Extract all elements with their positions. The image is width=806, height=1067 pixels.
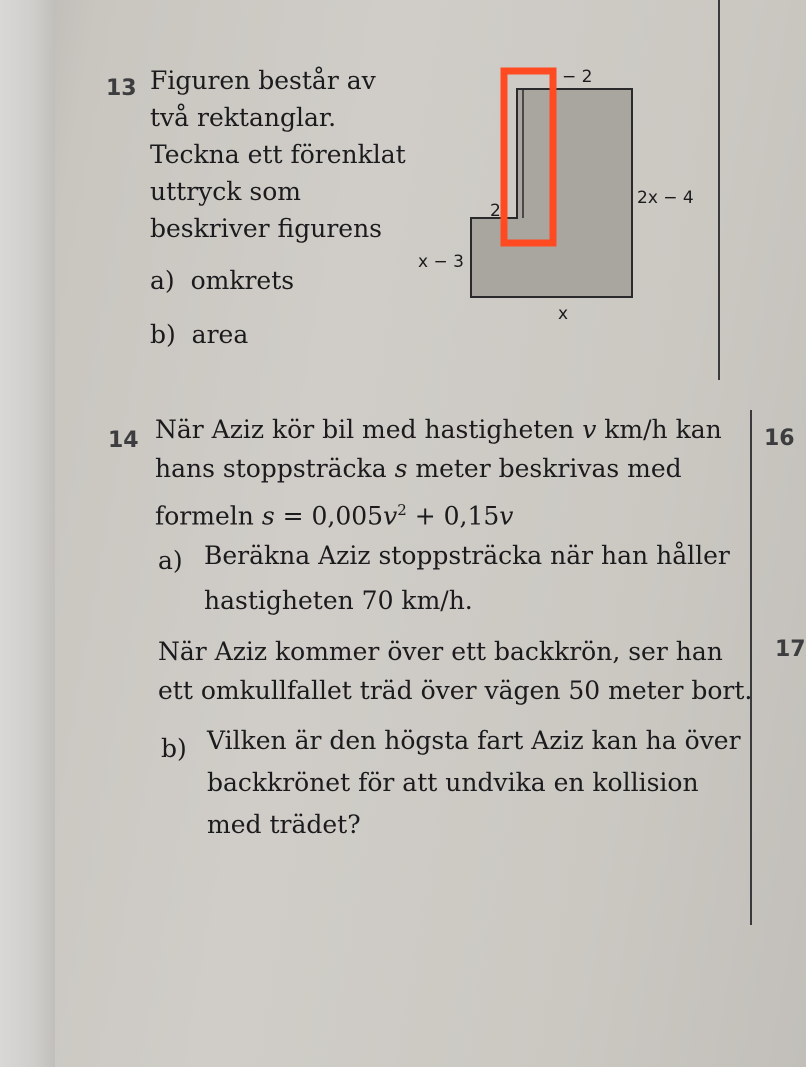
problem-13-line-2: två rektanglar. [150, 103, 337, 132]
problem-13-line-4: uttryck som [150, 177, 301, 206]
problem-13-a-text: omkrets [190, 266, 295, 295]
problem-13-line-3: Teckna ett förenklat [150, 140, 406, 169]
label-left: x − 3 [418, 252, 464, 272]
problem-14-a-line-2: hastigheten 70 km/h. [204, 586, 473, 615]
p14-formula-pre: formeln [155, 501, 254, 531]
p14-l2-post: meter beskrivas med [415, 454, 682, 483]
problem-14-b-letter: b) [161, 734, 187, 763]
problem-14-number: 14 [108, 428, 139, 453]
problem-13-a-letter: a) [150, 266, 175, 295]
label-step: 2 [490, 201, 501, 221]
problem-14-mid-line-1: När Aziz kommer över ett backkrön, ser han [158, 637, 723, 666]
problem-16-number: 16 [764, 426, 795, 451]
problem-14-line-1 [155, 411, 722, 448]
problem-14-mid-line-2: ett omkullfallet träd över vägen 50 meter bort. [158, 676, 753, 705]
problem-14-line-2 [155, 450, 682, 487]
label-right: 2x − 4 [637, 188, 694, 208]
p14-l1-var: v [582, 415, 597, 444]
label-bottom: x [558, 304, 569, 324]
problem-14-b-line-2: backkrönet för att undvika en kollision [207, 768, 699, 797]
problem-13-line-5: beskriver figurens [150, 214, 382, 243]
p14-formula-plus: + 0,15 [414, 501, 500, 531]
p14-l2-pre: hans stoppsträcka [155, 454, 387, 483]
problem-14-formula [155, 492, 513, 534]
p14-formula-v: v [383, 501, 398, 531]
problem-17-number: 17 [775, 637, 806, 662]
p14-formula-eq: = 0,005 [282, 501, 384, 531]
label-top: − 2 [562, 67, 593, 87]
problem-14-b-line-1: Vilken är den högsta fart Aziz kan ha över [207, 726, 741, 755]
gutter-line-bottom [750, 410, 752, 925]
problem-14-b-line-3: med trädet? [207, 810, 361, 839]
p14-l1-pre: När Aziz kör bil med hastigheten [155, 415, 575, 444]
p14-l1-post: km/h kan [604, 415, 722, 444]
problem-13-b-text: area [191, 320, 249, 349]
problem-14-a-line-1: Beräkna Aziz stoppsträcka när han håller [204, 541, 730, 570]
p14-formula-v2: v [499, 501, 514, 531]
problem-13-line-1: Figuren består av [150, 66, 376, 95]
composite-rectangle-figure [0, 0, 800, 360]
p14-l2-var: s [394, 454, 408, 483]
p14-formula-exp: 2 [397, 501, 407, 519]
problem-13-b-letter: b) [150, 320, 176, 349]
problem-13-number: 13 [106, 76, 137, 101]
problem-14-a-letter: a) [158, 546, 183, 575]
p14-formula-s: s [261, 501, 275, 531]
